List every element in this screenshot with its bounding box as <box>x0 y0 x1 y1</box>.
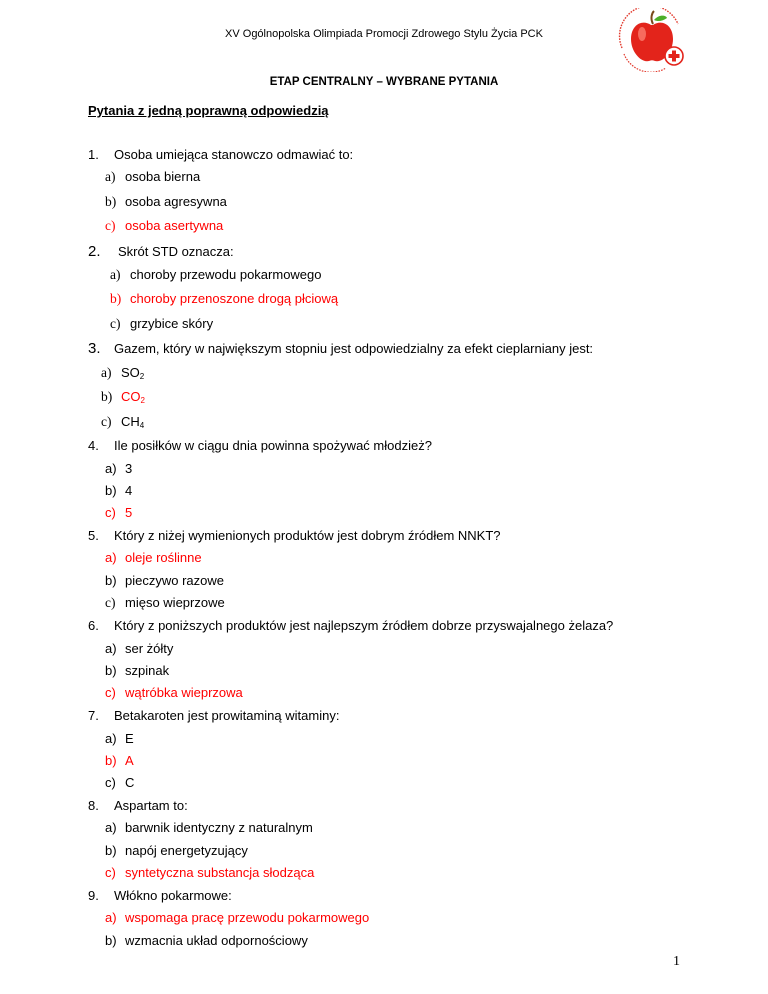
question-text: Który z niżej wymienionych produktów jest dobrym źródłem NNKT? <box>114 528 501 543</box>
question-number: 3. <box>88 340 101 357</box>
page-number: 1 <box>673 954 680 969</box>
question-8 <box>88 798 188 813</box>
question-number: 8. <box>88 798 99 813</box>
question-text: Osoba umiejąca stanowczo odmawiać to: <box>114 147 354 162</box>
option-5a-correct: a) oleje roślinne <box>105 550 202 565</box>
question-number: 5. <box>88 528 99 543</box>
option-2c: c) grzybice skóry <box>110 316 214 331</box>
option-3c: c) $CH_4$ <box>101 414 145 430</box>
question-4 <box>88 438 432 453</box>
option-7a: a) E <box>105 731 134 746</box>
stage-title: ETAP CENTRALNY – WYBRANE PYTANIA <box>269 76 499 88</box>
question-text: Który z poniższych produktów jest najlepszym źródłem dobrze przyswajalnego żelaza? <box>114 618 614 633</box>
question-text: Aspartam to: <box>114 798 188 813</box>
option-1a: a) osoba bierna <box>105 169 201 184</box>
option-3a: a) $SO_2$ <box>101 365 145 381</box>
question-text: Skrót STD oznacza: <box>118 244 234 259</box>
question-9 <box>88 888 232 903</box>
question-number: 1. <box>88 147 99 162</box>
option-4c-correct: c) 5 <box>105 505 133 520</box>
option-2a: a) choroby przewodu pokarmowego <box>110 267 322 282</box>
option-1b: b) osoba agresywna <box>105 194 227 209</box>
option-6a: a) ser żółty <box>105 641 174 656</box>
question-3 <box>88 340 593 357</box>
question-number: 4. <box>88 438 99 453</box>
option-2b-correct: b) choroby przenoszone drogą płciową <box>110 291 339 306</box>
question-number: 9. <box>88 888 99 903</box>
option-5b: b) pieczywo razowe <box>105 573 224 588</box>
option-3b-correct: b) $CO_2$ <box>101 389 145 405</box>
option-8a: a) barwnik identyczny z naturalnym <box>105 820 313 835</box>
option-9b: b) wzmacnia układ odpornościowy <box>105 933 308 948</box>
option-7b-correct: b) A <box>105 753 134 768</box>
page-header: XV Ogólnopolska Olimpiada Promocji Zdrowego Stylu Życia PCK <box>225 28 543 40</box>
question-text: Ile posiłków w ciągu dnia powinna spożywać młodzież? <box>114 438 432 453</box>
option-6b: b) szpinak <box>105 663 170 678</box>
question-text: Gazem, który w największym stopniu jest odpowiedzialny za efekt cieplarniany jest: <box>114 341 594 356</box>
question-number: 7. <box>88 708 99 723</box>
question-number: 2. <box>88 243 101 260</box>
option-5c: c) mięso wieprzowe <box>105 595 225 610</box>
question-number: 6. <box>88 618 99 633</box>
section-title: Pytania z jedną poprawną odpowiedzią <box>88 103 329 118</box>
option-6c-correct: c) wątróbka wieprzowa <box>105 685 243 700</box>
question-text: Betakaroten jest prowitaminą witaminy: <box>114 708 340 723</box>
option-4b: b) 4 <box>105 483 133 498</box>
question-text: Włókno pokarmowe: <box>114 888 232 903</box>
question-2 <box>88 243 234 260</box>
option-8b: b) napój energetyzujący <box>105 843 248 858</box>
question-1 <box>88 147 353 162</box>
option-9a-correct: a) wspomaga pracę przewodu pokarmowego <box>105 910 370 925</box>
question-7 <box>88 708 339 723</box>
option-7c: c) C <box>105 775 135 790</box>
option-4a: a) 3 <box>105 461 133 476</box>
question-5 <box>88 528 501 543</box>
option-1c-correct: c) osoba asertywna <box>105 218 224 233</box>
pck-apple-logo <box>614 8 690 72</box>
question-6 <box>88 618 613 633</box>
option-8c-correct: c) syntetyczna substancja słodząca <box>105 865 315 880</box>
